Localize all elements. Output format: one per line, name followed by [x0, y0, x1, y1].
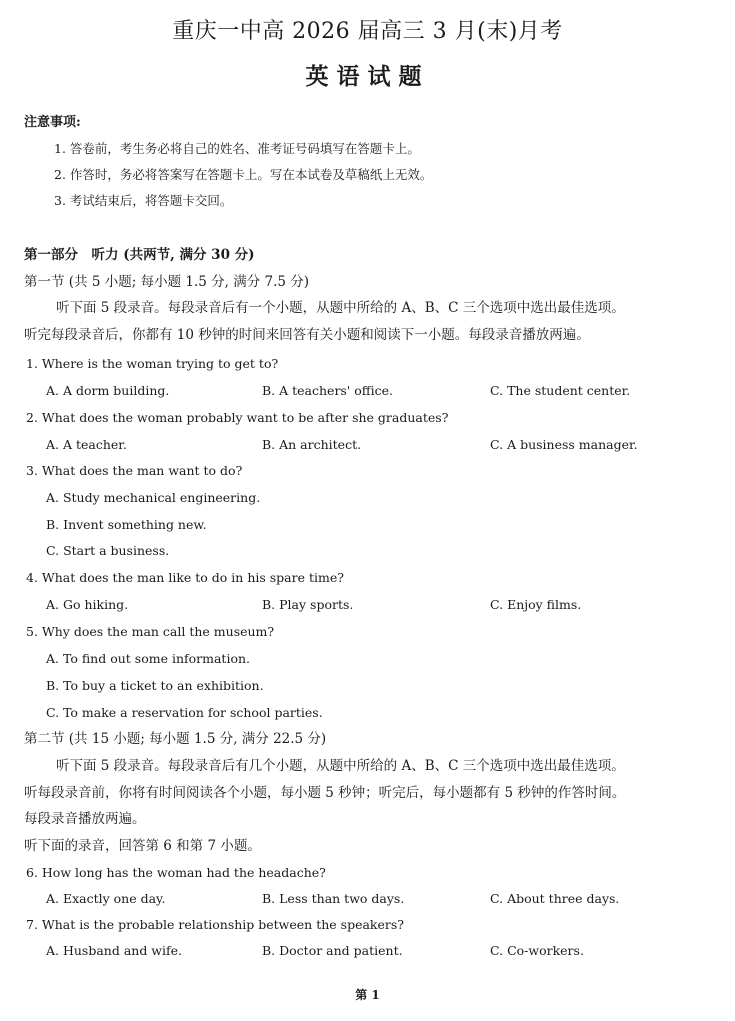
option: B. Less than two days. [262, 891, 405, 906]
question-stem: 7. What is the probable relationship between the speakers? [26, 917, 404, 932]
subject-title: 英语试题 [305, 63, 430, 90]
option: A. Study mechanical engineering. [46, 490, 261, 505]
option: C. About three days. [490, 891, 620, 906]
section1-heading: 第一节 (共 5 小题; 每小题 1.5 分, 满分 7.5 分) [24, 274, 310, 290]
section2-instruction: 听下面 5 段录音。每段录音后有几个小题，从题中所给的 A、B、C 三个选项中选出最佳选项。 [56, 758, 625, 774]
option: A. To find out some information. [46, 651, 250, 666]
question-stem: 4. What does the man like to do in his spare time? [26, 570, 344, 585]
question-stem: 3. What does the man want to do? [26, 463, 243, 478]
page-number: 第 1 [355, 988, 380, 1002]
option: B. An architect. [262, 437, 362, 452]
option: A. Exactly one day. [46, 891, 166, 906]
option: B. To buy a ticket to an exhibition. [46, 678, 264, 693]
question-stem: 5. Why does the man call the museum? [26, 624, 275, 639]
option: C. To make a reservation for school parties. [46, 705, 323, 720]
option: A. Husband and wife. [46, 943, 182, 958]
exam-title: 重庆一中高 2026 届高三 3 月(末)月考 [172, 19, 563, 44]
section2-instruction: 每段录音播放两遍。 [24, 811, 146, 827]
option: C. The student center. [490, 383, 631, 398]
note-item: 2. 作答时，务必将答案写在答题卡上。写在本试卷及草稿纸上无效。 [54, 167, 433, 182]
section2-instruction: 听每段录音前，你将有时间阅读各个小题，每小题 5 秒钟；听完后，每小题都有 5 秒钟的作答时间。 [24, 785, 626, 801]
part1-heading: 第一部分 听力 (共两节, 满分 30 分) [24, 247, 255, 263]
notes-heading: 注意事项: [24, 115, 81, 130]
section2-heading: 第二节 (共 15 小题; 每小题 1.5 分, 满分 22.5 分) [24, 731, 327, 747]
option: B. Doctor and patient. [262, 943, 403, 958]
option: C. Enjoy films. [490, 597, 582, 612]
section1-instruction: 听完每段录音后，你都有 10 秒钟的时间来回答有关小题和阅读下一小题。每段录音播放两遍。 [24, 327, 590, 343]
question-stem: 6. How long has the woman had the headache? [26, 865, 326, 880]
option: B. Play sports. [262, 597, 354, 612]
section2-lead: 听下面的录音，回答第 6 和第 7 小题。 [24, 838, 261, 854]
option: A. A dorm building. [46, 383, 170, 398]
option: B. Invent something new. [46, 517, 207, 532]
option: A. A teacher. [46, 437, 127, 452]
note-item: 3. 考试结束后，将答题卡交回。 [54, 193, 233, 208]
question-stem: 2. What does the woman probably want to be after she graduates? [26, 410, 449, 425]
note-item: 1. 答卷前，考生务必将自己的姓名、准考证号码填写在答题卡上。 [54, 141, 420, 156]
option: A. Go hiking. [46, 597, 129, 612]
option: C. Start a business. [46, 543, 170, 558]
option: B. A teachers' office. [262, 383, 394, 398]
section1-instruction: 听下面 5 段录音。每段录音后有一个小题，从题中所给的 A、B、C 三个选项中选出最佳选项。 [56, 300, 625, 316]
option: C. A business manager. [490, 437, 638, 452]
option: C. Co-workers. [490, 943, 584, 958]
question-stem: 1. Where is the woman trying to get to? [26, 356, 279, 371]
